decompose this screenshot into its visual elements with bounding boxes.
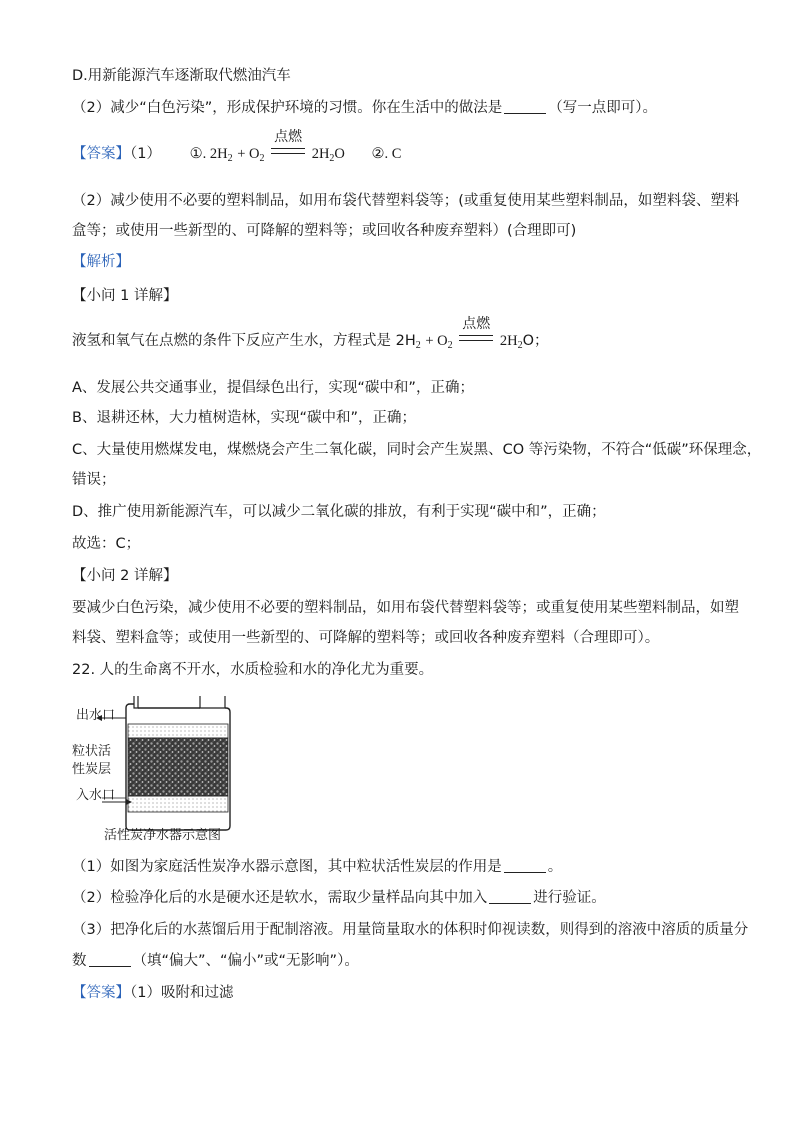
- question-22-2: （2）检验净化后的水是硬水还是软水，需取少量样品向其中加入 进行验证。: [72, 890, 606, 906]
- answer-blank: [504, 99, 546, 114]
- subquestion-1-heading: 【小问 1 详解】: [72, 288, 178, 304]
- inlet-label: 入水口: [76, 788, 116, 803]
- subquestion-2-line1: 要减少白色污染，减少使用不必要的塑料制品，如用布袋代替塑料袋等；或重复使用某些塑料制品，如塑: [72, 600, 739, 616]
- option-d: D.用新能源汽车逐渐取代燃油汽车: [72, 68, 291, 84]
- answer-2-line1: （2）减少使用不必要的塑料制品，如用布袋代替塑料袋等；(或重复使用某些塑料制品，如塑料袋、塑料: [72, 193, 740, 209]
- outlet-label: 出水口: [76, 708, 116, 723]
- reaction-condition: 点燃: [271, 144, 305, 164]
- analysis-tag: 【解析】: [72, 254, 130, 270]
- answer-blank: [489, 889, 531, 904]
- answer-tag: 【答案】: [72, 146, 130, 162]
- answer-tag: 【答案】: [72, 985, 130, 1001]
- option-a-analysis: A、发展公共交通事业，提倡绿色出行，实现“碳中和”，正确；: [72, 380, 474, 396]
- carbon-label-1: 粒状活: [72, 744, 112, 759]
- subquestion-2-heading: 【小问 2 详解】: [72, 568, 178, 584]
- answer-blank: [504, 858, 546, 873]
- option-d-analysis: D、推广使用新能源汽车，可以减少二氧化碳的排放，有利于实现“碳中和”，正确；: [72, 504, 606, 520]
- answer-2-line2: 盒等；或使用一些新型的、可降解的塑料等；或回收各种废弃塑料）(合理即可): [72, 223, 577, 239]
- option-c-analysis-cont: 错误；: [72, 472, 116, 488]
- final-answer: 【答案】（1）吸附和过滤: [72, 985, 234, 1001]
- carbon-label-2: 性炭层: [72, 762, 112, 777]
- question-2: （2）减少“白色污染”，形成保护环境的习惯。你在生活中的做法是 （写一点即可）。: [72, 100, 657, 116]
- option-b-analysis: B、退耕还林，大力植树造林，实现“碳中和”，正确；: [72, 410, 416, 426]
- option-c-analysis: C、大量使用燃煤发电，煤燃烧会产生二氧化碳，同时会产生炭黑、CO 等污染物，不符合“低碳”环保理念，: [72, 442, 762, 458]
- equation-line: 液氢和氧气在点燃的条件下反应产生水，方程式是 $2H_2 + O_2$ 点燃 $2H_2O$；: [72, 316, 549, 351]
- choice-result: 故选：C；: [72, 536, 141, 552]
- reaction-condition-2: 点燃: [459, 331, 493, 351]
- subquestion-2-line2: 料袋、塑料盒等；或使用一些新型的、可降解的塑料等；或回收各种废弃塑料（合理即可）。: [72, 630, 660, 646]
- answer-blank: [89, 952, 131, 967]
- figure-caption: 活性炭净水器示意图: [104, 828, 222, 843]
- question-22: 22. 人的生命离不开水，水质检验和水的净化尤为重要。: [72, 662, 434, 678]
- question-22-1: （1）如图为家庭活性炭净水器示意图，其中粒状活性炭层的作用是 。: [72, 859, 563, 875]
- answer-1: 【答案】（1） ①. $2H_2 + O_2$ 点燃 $2H_2O$ ②. C: [72, 129, 402, 164]
- question-22-3: （3）把净化后的水蒸馏后用于配制溶液。用量筒量取水的体积时仰视读数，则得到的溶液中溶质的质量分: [72, 922, 749, 938]
- question-22-3-cont: 数 （填“偏大”、“偏小”或“无影响”）。: [72, 953, 359, 969]
- water-purifier-figure: [72, 694, 252, 844]
